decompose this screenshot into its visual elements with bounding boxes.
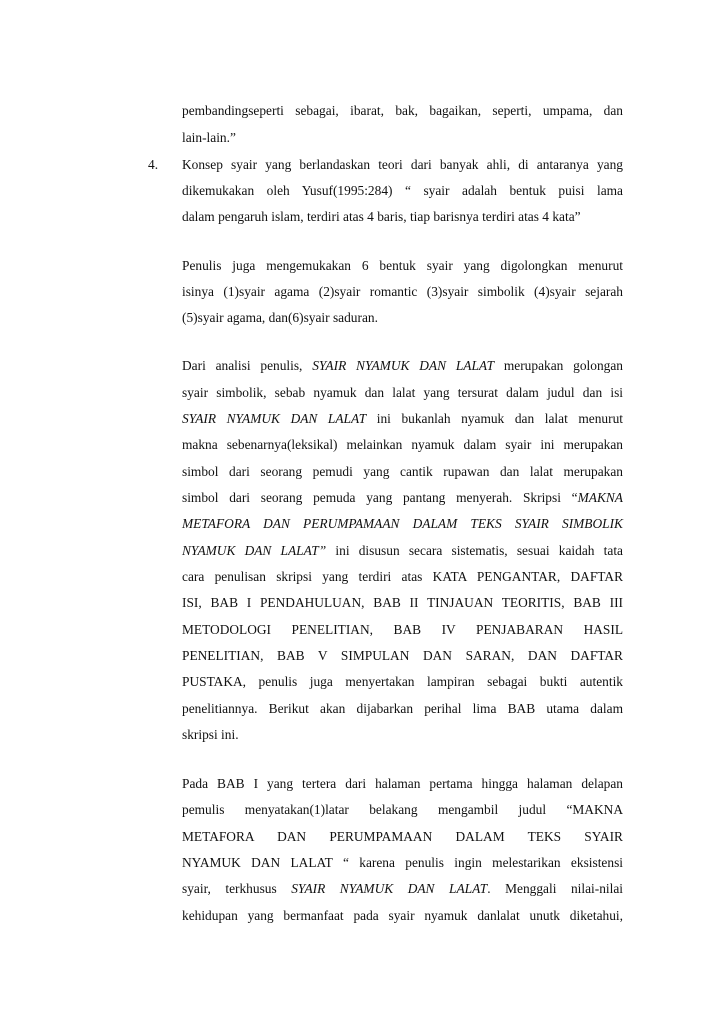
text-line: (5)syair agama, dan(6)syair saduran.: [182, 310, 378, 325]
text-line: [182, 490, 623, 506]
text-line: simbol dari seorang pemudi yang cantik rupawan dan lalat merupakan: [182, 464, 623, 479]
italic-title: SYAIR NYAMUK DAN LALAT: [182, 411, 367, 426]
text-line: ISI, BAB I PENDAHULUAN, BAB II TINJAUAN TEORITIS, BAB III: [182, 595, 623, 610]
text-span: ini disusun secara sistematis, sesuai kaidah tata: [326, 543, 623, 558]
text-line: pembandingseperti sebagai, ibarat, bak, bagaikan, seperti, umpama, dan: [182, 103, 623, 118]
text-span: . Menggali nilai-nilai: [487, 881, 624, 896]
text-span: ini bukanlah nyamuk dan lalat menurut: [366, 411, 623, 426]
text-line: isinya (1)syair agama (2)syair romantic (3)syair simbolik (4)syair sejarah: [182, 284, 623, 299]
text-span: simbol dari seorang pemuda yang pantang menyerah. Skripsi “: [182, 490, 578, 505]
text-line: PUSTAKA, penulis juga menyertakan lampiran sebagai bukti autentik: [182, 674, 623, 689]
text-line: METAFORA DAN PERUMPAMAAN DALAM TEKS SYAIR SIMBOLIK: [182, 516, 623, 531]
text-span: syair, terkhusus: [182, 881, 292, 896]
list-number: 4.: [148, 157, 159, 172]
italic-title: SYAIR NYAMUK DAN LALAT: [291, 881, 488, 896]
text-line: METODOLOGI PENELITIAN, BAB IV PENJABARAN HASIL: [182, 622, 623, 637]
text-line: syair simbolik, sebab nyamuk dan lalat yang tersurat dalam judul dan isi: [182, 385, 623, 400]
text-line: skripsi ini.: [182, 727, 239, 742]
text-span: Dari analisi penulis,: [182, 358, 313, 373]
text-line: pemulis menyatakan(1)latar belakang mengambil judul “MAKNA: [182, 802, 623, 817]
text-span: merupakan golongan: [494, 358, 623, 373]
text-line: Penulis juga mengemukakan 6 bentuk syair yang digolongkan menurut: [182, 258, 623, 273]
text-line: [182, 543, 623, 559]
text-line: makna sebenarnya(leksikal) melainkan nyamuk dalam syair ini merupakan: [182, 437, 623, 452]
text-line: PENELITIAN, BAB V SIMPULAN DAN SARAN, DAN DAFTAR: [182, 648, 623, 663]
text-line: kehidupan yang bermanfaat pada syair nyamuk danlalat unutk diketahui,: [182, 908, 623, 923]
italic-title: NYAMUK DAN LALAT”: [182, 543, 327, 558]
text-line: penelitiannya. Berikut akan dijabarkan perihal lima BAB utama dalam: [182, 701, 623, 716]
text-line: [182, 411, 623, 427]
text-line: Konsep syair yang berlandaskan teori dari banyak ahli, di antaranya yang: [182, 157, 623, 172]
text-line: cara penulisan skripsi yang terdiri atas KATA PENGANTAR, DAFTAR: [182, 569, 623, 584]
italic-title: MAKNA: [577, 490, 623, 505]
text-line: [182, 881, 623, 897]
text-line: lain-lain.”: [182, 130, 236, 145]
text-line: dalam pengaruh islam, terdiri atas 4 baris, tiap barisnya terdiri atas 4 kata”: [182, 209, 581, 224]
text-line: METAFORA DAN PERUMPAMAAN DALAM TEKS SYAIR: [182, 829, 623, 844]
text-line: Pada BAB I yang tertera dari halaman pertama hingga halaman delapan: [182, 776, 623, 791]
text-line: dikemukakan oleh Yusuf(1995:284) “ syair adalah bentuk puisi lama: [182, 183, 623, 198]
text-line: [182, 358, 623, 374]
text-line: NYAMUK DAN LALAT “ karena penulis ingin melestarikan eksistensi: [182, 855, 623, 870]
italic-title: SYAIR NYAMUK DAN LALAT: [312, 358, 495, 373]
